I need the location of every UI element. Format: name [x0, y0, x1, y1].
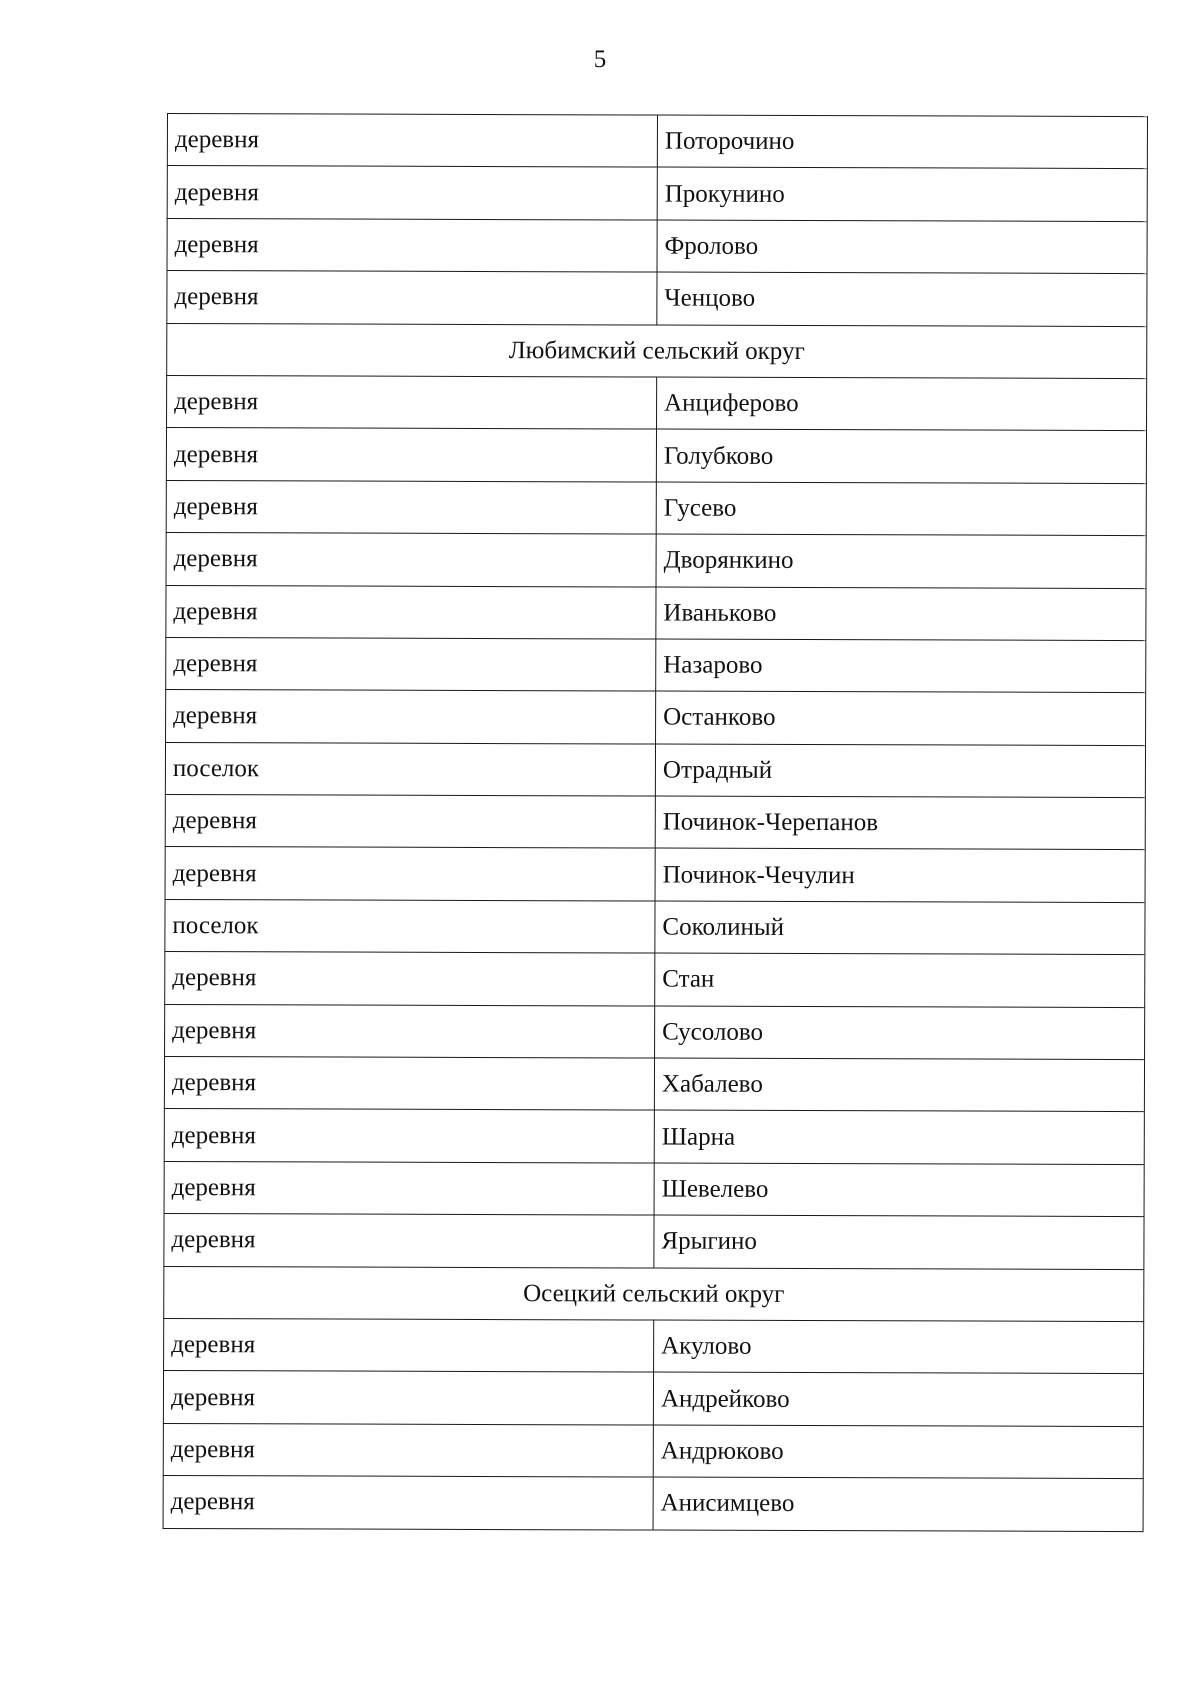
settlement-type-cell: деревня — [163, 1371, 653, 1425]
settlement-type-cell: деревня — [164, 1161, 654, 1215]
settlement-name-cell: Отрадный — [655, 744, 1145, 798]
table-row — [165, 742, 1145, 797]
settlement-name-cell: Останково — [656, 691, 1146, 745]
settlement-type-cell: поселок — [165, 742, 655, 796]
table-row — [165, 847, 1145, 902]
settlement-type-cell: деревня — [166, 533, 656, 587]
settlement-name-cell: Ченцово — [657, 272, 1147, 326]
settlement-name-cell: Акулово — [654, 1320, 1144, 1374]
settlement-type-cell: деревня — [166, 637, 656, 691]
settlement-name-cell: Андрюково — [653, 1425, 1143, 1479]
settlements-table — [163, 113, 1148, 1532]
settlement-name-cell: Ярыгино — [654, 1215, 1144, 1269]
table-row — [164, 1057, 1144, 1112]
table-row — [166, 480, 1146, 535]
settlement-name-cell: Хабалево — [654, 1058, 1144, 1112]
settlement-type-cell: деревня — [166, 690, 656, 744]
settlement-name-cell: Иваньково — [656, 587, 1146, 641]
settlement-type-cell: деревня — [165, 1004, 655, 1058]
table-row — [164, 1214, 1144, 1269]
settlement-type-cell: деревня — [166, 585, 656, 639]
settlement-name-cell: Анисимцево — [653, 1477, 1143, 1531]
table-row — [165, 795, 1145, 850]
table-row — [164, 1318, 1144, 1373]
district-header-row — [167, 323, 1147, 378]
settlement-name-cell: Анциферово — [657, 377, 1147, 431]
table-row — [164, 1109, 1144, 1164]
settlement-type-cell: деревня — [167, 166, 657, 220]
settlement-name-cell: Гусево — [656, 482, 1146, 536]
table-row — [166, 533, 1146, 588]
table-row — [167, 114, 1147, 169]
table-row — [167, 166, 1147, 221]
table-row — [165, 952, 1145, 1007]
settlement-type-cell: деревня — [165, 847, 655, 901]
district-title: Осецкий сельский округ — [164, 1266, 1144, 1321]
settlement-type-cell: деревня — [163, 1423, 653, 1477]
settlement-name-cell: Починок-Чечулин — [655, 849, 1145, 903]
district-header-row — [164, 1266, 1144, 1321]
settlement-type-cell: деревня — [167, 218, 657, 272]
table-body — [163, 114, 1147, 1532]
settlement-name-cell: Голубково — [656, 429, 1146, 483]
table-row — [166, 637, 1146, 692]
district-title: Любимский сельский округ — [167, 323, 1147, 378]
settlement-type-cell: деревня — [164, 1318, 654, 1372]
settlement-name-cell: Соколиный — [655, 901, 1145, 955]
settlement-type-cell: деревня — [167, 375, 657, 429]
settlement-type-cell: деревня — [164, 1109, 654, 1163]
settlement-name-cell: Дворянкино — [656, 534, 1146, 588]
settlement-type-cell: деревня — [167, 271, 657, 325]
settlement-type-cell: деревня — [166, 428, 656, 482]
settlement-name-cell: Фролово — [657, 220, 1147, 274]
table-row — [163, 1476, 1143, 1531]
settlement-name-cell: Сусолово — [655, 1006, 1145, 1060]
settlement-type-cell: поселок — [165, 899, 655, 953]
table-row — [167, 271, 1147, 326]
table-row — [166, 428, 1146, 483]
table-row — [163, 1423, 1143, 1478]
settlement-name-cell: Шарна — [654, 1110, 1144, 1164]
settlement-type-cell: деревня — [165, 952, 655, 1006]
table-row — [167, 218, 1147, 273]
table-row — [166, 690, 1146, 745]
table-row — [165, 1004, 1145, 1059]
settlement-type-cell: деревня — [164, 1214, 654, 1268]
settlement-type-cell: деревня — [166, 480, 656, 534]
settlement-name-cell: Шевелево — [654, 1163, 1144, 1217]
table-row — [167, 375, 1147, 430]
settlement-type-cell: деревня — [167, 114, 657, 168]
table-row — [166, 585, 1146, 640]
settlement-name-cell: Поторочино — [657, 115, 1147, 169]
settlement-name-cell: Андрейково — [653, 1372, 1143, 1426]
table-row — [165, 899, 1145, 954]
table-row — [164, 1161, 1144, 1216]
page-number: 5 — [593, 46, 607, 73]
settlement-type-cell: деревня — [165, 795, 655, 849]
settlement-name-cell: Починок-Черепанов — [655, 796, 1145, 850]
settlement-type-cell: деревня — [164, 1057, 654, 1111]
table-row — [163, 1371, 1143, 1426]
settlement-name-cell: Назарово — [656, 639, 1146, 693]
settlement-name-cell: Прокунино — [657, 167, 1147, 221]
settlement-name-cell: Стан — [655, 953, 1145, 1007]
settlement-type-cell: деревня — [163, 1476, 653, 1530]
